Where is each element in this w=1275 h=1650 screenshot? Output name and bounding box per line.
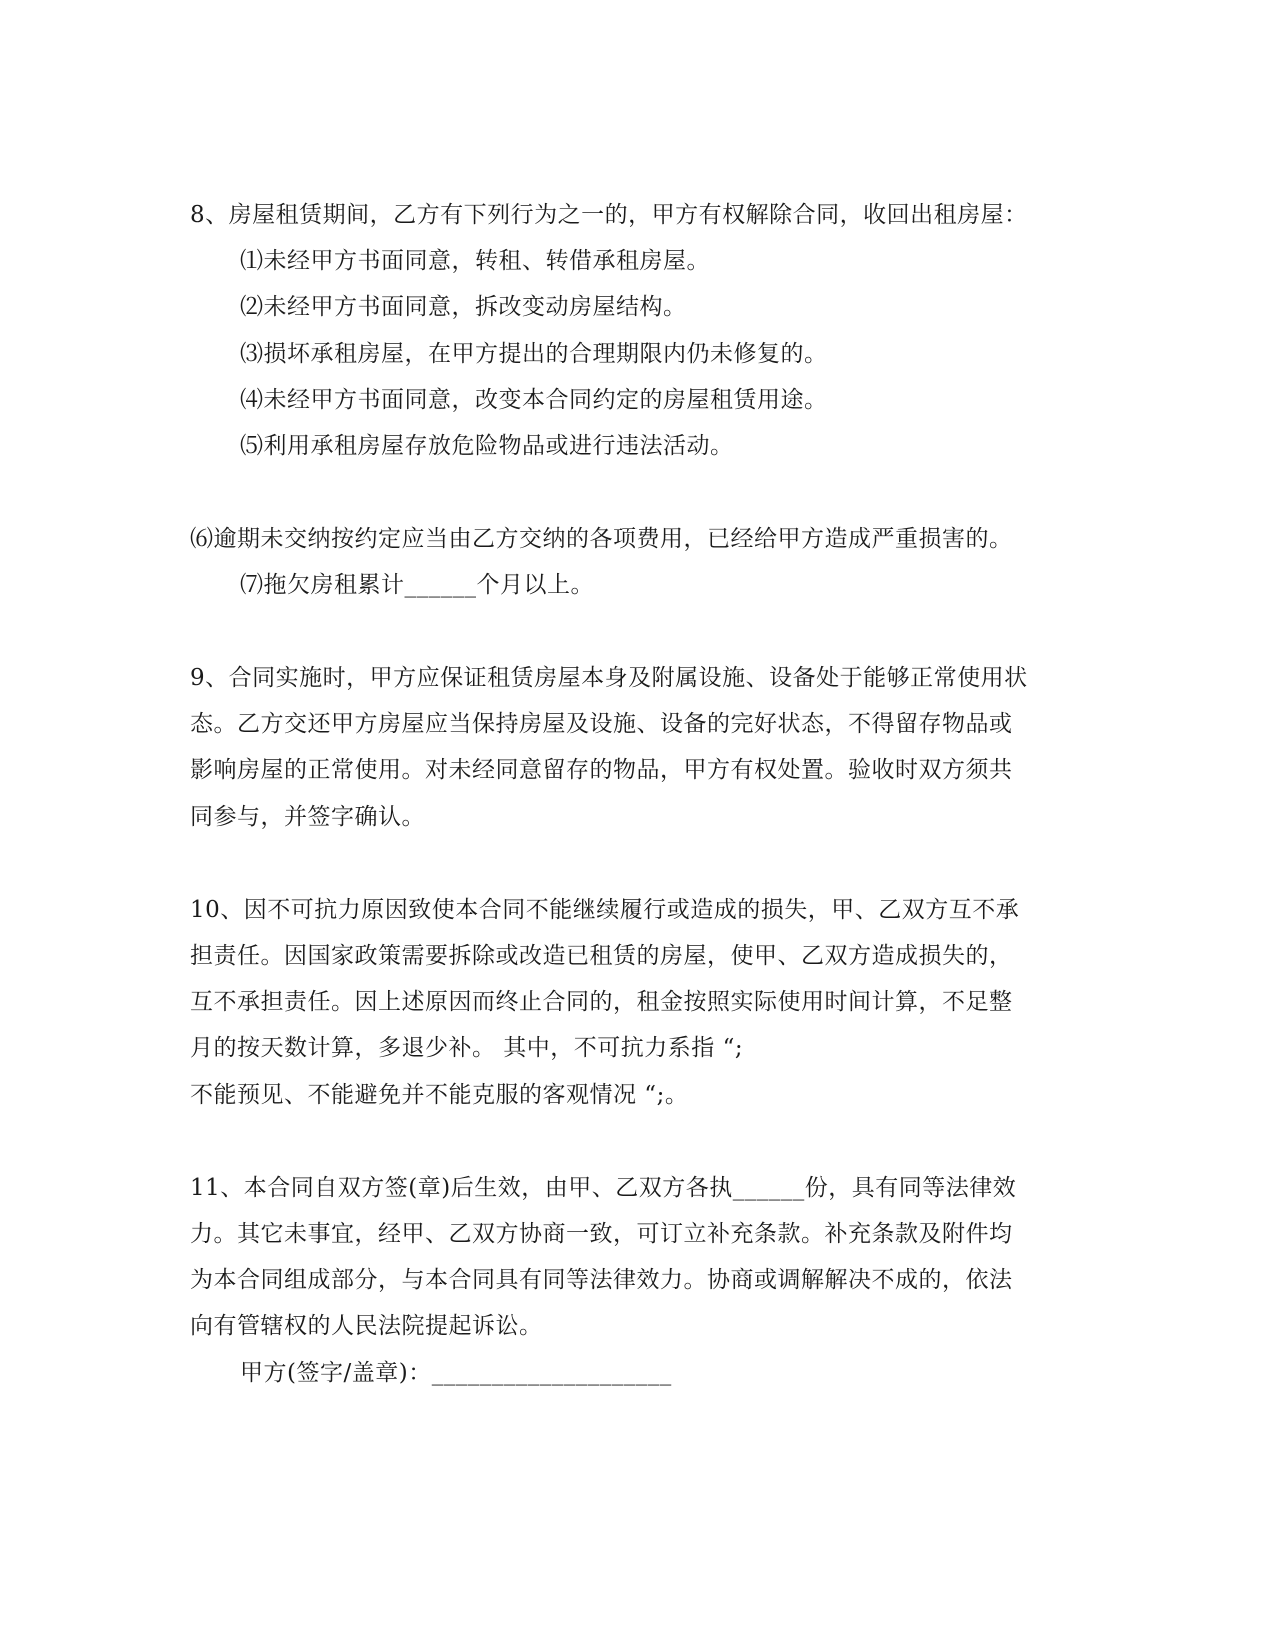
clause-10-line-4: 月的按天数计算，多退少补。 其中，不可抗力系指 “;	[190, 1035, 744, 1061]
party-a-signature-line: 甲方(签字/盖章)：____________________	[240, 1360, 672, 1386]
clause-9-line-3: 影响房屋的正常使用。对未经同意留存的物品，甲方有权处置。验收时双方须共	[190, 757, 1013, 783]
clause-9-line-4: 同参与，并签字确认。	[190, 804, 425, 830]
clause-8-item-2: ⑵未经甲方书面同意，拆改变动房屋结构。	[240, 294, 687, 320]
clause-8-item-5: ⑸利用承租房屋存放危险物品或进行违法活动。	[240, 433, 734, 459]
clause-11-line-2: 力。其它未事宜，经甲、乙双方协商一致，可订立补充条款。补充条款及附件均	[190, 1221, 1013, 1247]
clause-8-item-1: ⑴未经甲方书面同意，转租、转借承租房屋。	[240, 248, 710, 274]
clause-10-line-3: 互不承担责任。因上述原因而终止合同的，租金按照实际使用时间计算，不足整	[190, 989, 1013, 1015]
clause-8-item-4: ⑷未经甲方书面同意，改变本合同约定的房屋租赁用途。	[240, 387, 828, 413]
clause-11-line-1: 11、本合同自双方签(章)后生效，由甲、乙双方各执______份，具有同等法律效	[190, 1175, 1017, 1201]
clause-10-line-2: 担责任。因国家政策需要拆除或改造已租赁的房屋，使甲、乙双方造成损失的，	[190, 943, 1013, 969]
clause-8-intro: 8、房屋租赁期间，乙方有下列行为之一的，甲方有权解除合同，收回出租房屋：	[190, 202, 1028, 228]
clause-9-line-2: 态。乙方交还甲方房屋应当保持房屋及设施、设备的完好状态，不得留存物品或	[190, 711, 1013, 737]
clause-9-line-1: 9、合同实施时，甲方应保证租赁房屋本身及附属设施、设备处于能够正常使用状	[190, 665, 1028, 691]
clause-11-line-4: 向有管辖权的人民法院提起诉讼。	[190, 1313, 543, 1339]
clause-11-line-3: 为本合同组成部分，与本合同具有同等法律效力。协商或调解解决不成的，依法	[190, 1267, 1013, 1293]
clause-8-item-7: ⑺拖欠房租累计______个月以上。	[240, 572, 594, 598]
clause-10-line-5: 不能预见、不能避免并不能克服的客观情况 “;。	[190, 1082, 689, 1108]
clause-8-item-3: ⑶损坏承租房屋，在甲方提出的合理期限内仍未修复的。	[240, 341, 828, 367]
clause-8-item-6: ⑹逾期未交纳按约定应当由乙方交纳的各项费用，已经给甲方造成严重损害的。	[190, 526, 1013, 552]
clause-10-line-1: 10、因不可抗力原因致使本合同不能继续履行或造成的损失，甲、乙双方互不承	[190, 897, 1020, 923]
